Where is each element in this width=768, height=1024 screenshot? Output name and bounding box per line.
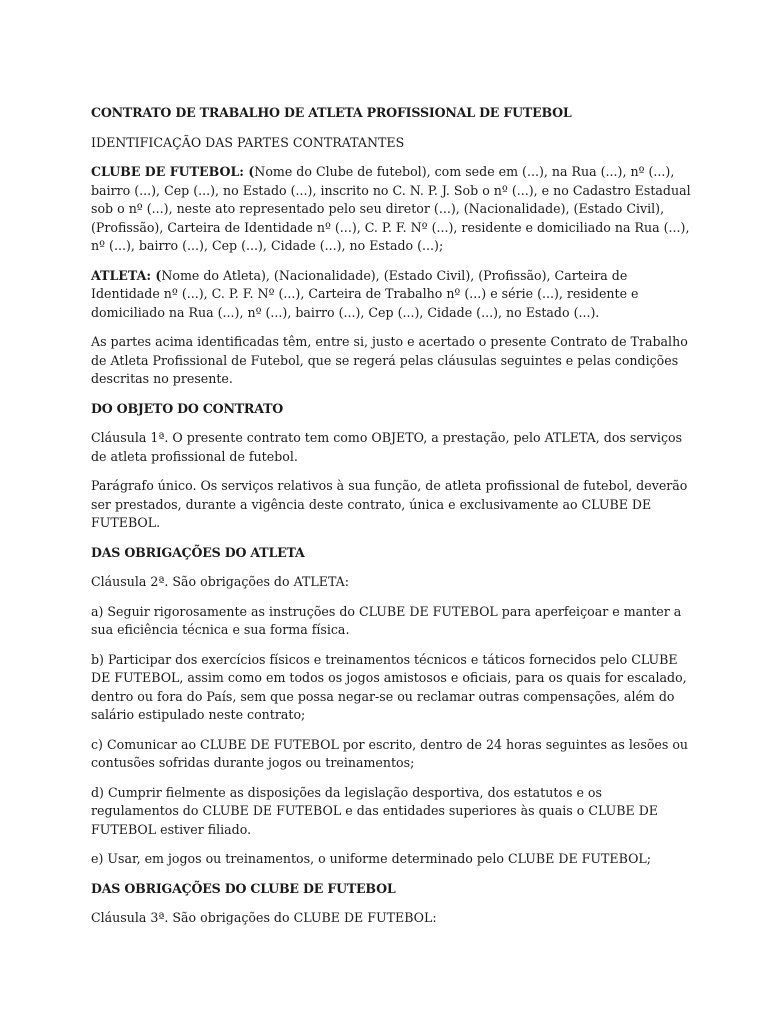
clube-text: Nome do Clube de futebol), com sede em (...), na Rua (...), nº (...), bairro (...), Cep (...), no Estado (...), inscrito no C. N. P. J. Sob o nº (...), e no Cadastro Estadual sob o nº (...), neste ato representado pelo seu diretor (...), (Nacionalidade), (Estado Civil), (Profissão), Carteira de Identidade nº (...), C. P. F. Nº (...), residente e domiciliado na Rua (...), nº (...), bairro (...), Cep (...), Cidade (...), no Estado (...);: [91, 164, 691, 253]
section-heading-objeto: DO OBJETO DO CONTRATO: [91, 400, 284, 416]
document-title: CONTRATO DE TRABALHO DE ATLETA PROFISSIONAL DE FUTEBOL: [91, 105, 572, 120]
atleta-paren: (: [151, 267, 162, 283]
list-item-c: c) Comunicar ao CLUBE DE FUTEBOL por escrito, dentro de 24 horas seguintes as lesões ou contusões sofridas durante jogos ou treinamentos;: [91, 736, 689, 770]
list-item-e: e) Usar, em jogos ou treinamentos, o uniforme determinado pelo CLUBE DE FUTEBOL;: [91, 851, 652, 866]
clube-label: CLUBE DE FUTEBOL:: [91, 164, 244, 179]
clube-paren: (: [243, 164, 255, 179]
paragrafo-unico: Parágrafo único. Os serviços relativos à sua função, de atleta profissional de futebol, deverão ser prestados, durante a vigência deste contrato, única e exclusivamente ao CLUBE DE FUTEBOL.: [91, 478, 688, 530]
atleta-text: Nome do Atleta), (Nacionalidade), (Estado Civil), (Profissão), Carteira de Identidade nº (...), C. P. F. Nº (...), Carteira de Trabalho nº (...) e série (...), residente e domiciliado na Rua (...), nº (...), bairro (...), Cep (...), Cidade (...), no Estado (...).: [91, 267, 639, 320]
section-heading-obrigacoes-atleta: DAS OBRIGAÇÕES DO ATLETA: [91, 544, 305, 560]
atleta-label: ATLETA:: [91, 267, 152, 283]
list-item-b: b) Participar dos exercícios físicos e treinamentos técnicos e táticos fornecidos pelo CLUBE DE FUTEBOL, assim como em todos os jogos amistosos e oficiais, para os quais for escalado, dentro ou fora do País, sem que possa negar-se ou reclamar outras compensações, além do salário estipulado neste contrato;: [91, 651, 687, 722]
parties-subtitle: IDENTIFICAÇÃO DAS PARTES CONTRATANTES: [91, 134, 405, 150]
atleta-paragraph: [91, 267, 691, 323]
list-item-d: d) Cumprir fielmente as disposições da legislação desportiva, dos estatutos e os regulamentos do CLUBE DE FUTEBOL e das entidades superiores às quais o CLUBE DE FUTEBOL estiver filiado.: [91, 784, 658, 837]
document-page: [91, 104, 691, 939]
partes-paragraph: As partes acima identificadas têm, entre si, justo e acertado o presente Contrato de Trabalho de Atleta Profissional de Futebol, que se regerá pelas cláusulas seguintes e pelas condições descritas no presente.: [91, 334, 688, 386]
clausula-3: Cláusula 3ª. São obrigações do CLUBE DE FUTEBOL:: [91, 910, 437, 925]
section-heading-obrigacoes-clube: DAS OBRIGAÇÕES DO CLUBE DE FUTEBOL: [91, 880, 396, 896]
clausula-2: Cláusula 2ª. São obrigações do ATLETA:: [91, 574, 349, 589]
list-item-a: a) Seguir rigorosamente as instruções do CLUBE DE FUTEBOL para aperfeiçoar e manter a sua eficiência técnica e sua forma física.: [91, 603, 682, 637]
clube-paragraph: [91, 163, 691, 256]
clausula-1: Cláusula 1ª. O presente contrato tem como OBJETO, a prestação, pelo ATLETA, dos serviços de atleta profissional de futebol.: [91, 430, 683, 464]
